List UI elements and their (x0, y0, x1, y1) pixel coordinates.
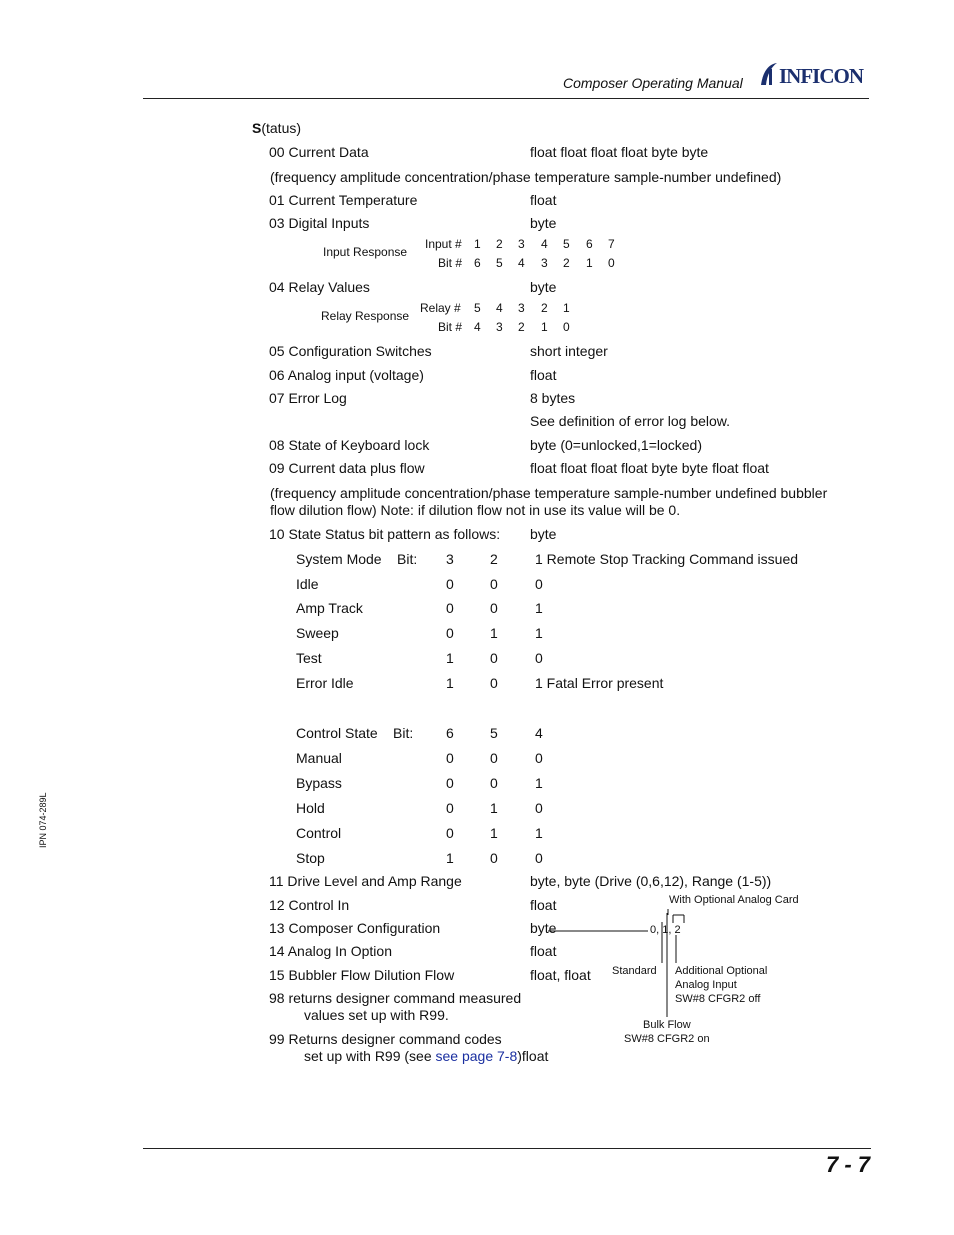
relay-bit-cell: 4 (474, 320, 481, 334)
row-12-label: 12 Control In (269, 897, 350, 913)
system-mode-bit3-value: 0 (446, 625, 454, 641)
relay-bit-cell: 0 (563, 320, 570, 334)
additional-optional-label-2: Analog Input (675, 979, 737, 991)
row-11-value: byte, byte (Drive (0,6,12), Range (1-5)) (530, 873, 772, 889)
input-number-cell: 5 (563, 237, 570, 251)
input-bit-cell: 2 (563, 256, 570, 270)
row-12-value: float (530, 897, 557, 913)
row-14-value: float (530, 943, 557, 959)
system-mode-bit3-value: 1 (446, 675, 454, 691)
system-mode-bit3-value: 0 (446, 576, 454, 592)
control-state-bit4-value: 0 (535, 750, 543, 766)
system-mode-bit1-value: 1 (535, 625, 543, 641)
relay-bit-cell: 1 (541, 320, 548, 334)
control-state-bit6-value: 0 (446, 775, 454, 791)
control-state-bit6: 6 (446, 725, 454, 741)
control-state-name: Hold (296, 800, 325, 816)
input-number-cell: 4 (541, 237, 548, 251)
input-bit-cell: 5 (496, 256, 503, 270)
system-mode-bit3: 3 (446, 551, 454, 567)
control-state-bit5-value: 1 (490, 800, 498, 816)
row-04-value: byte (530, 279, 557, 295)
row-09-note-1: (frequency amplitude concentration/phase temperature sample-number undefined bubbler (270, 485, 828, 501)
row-07-value2: See definition of error log below. (530, 413, 731, 429)
relay-number-cell: 2 (541, 301, 548, 315)
control-state-bit6-value: 0 (446, 825, 454, 841)
system-mode-bit3-value: 0 (446, 600, 454, 616)
additional-optional-label-1: Additional Optional (675, 965, 768, 977)
input-row-label: Input # (425, 237, 462, 251)
control-state-bit5: 5 (490, 725, 498, 741)
relay-bit-cell: 2 (518, 320, 525, 334)
row-11-label: 11 Drive Level and Amp Range (269, 873, 462, 889)
row-03-label: 03 Digital Inputs (269, 215, 370, 231)
row-05-label: 05 Configuration Switches (269, 343, 432, 359)
relay-bit-label: Bit # (438, 320, 463, 334)
control-state-bit4-value: 1 (535, 825, 543, 841)
control-state-bit6-value: 0 (446, 800, 454, 816)
system-mode-bit1: 1 Remote Stop Tracking Command issued (535, 551, 799, 567)
control-state-header: Control State (296, 725, 378, 741)
system-mode-name: Test (296, 650, 322, 666)
row-15-label: 15 Bubbler Flow Dilution Flow (269, 967, 455, 983)
row-09-value: float float float float byte byte float float (530, 460, 769, 476)
system-mode-name: Amp Track (296, 600, 363, 616)
system-mode-bit1-value: 0 (535, 650, 543, 666)
system-mode-bit3-value: 1 (446, 650, 454, 666)
row-05-value: short integer (530, 343, 608, 359)
document-number: IPN 074-289L (38, 792, 48, 848)
header-title: Composer Operating Manual (563, 75, 743, 91)
input-number-cell: 2 (496, 237, 503, 251)
input-response-title: Input Response (323, 245, 408, 259)
row-00-label: 00 Current Data (269, 144, 369, 160)
relay-number-cell: 5 (474, 301, 481, 315)
config-values-label: 0, 1, 2 (650, 924, 681, 936)
row-03-value: byte (530, 215, 557, 231)
page-number: 7 - 7 (826, 1152, 871, 1177)
row-07-value: 8 bytes (530, 390, 576, 406)
row-10-label: 10 State Status bit pattern as follows: (269, 526, 501, 542)
control-state-bit6-value: 1 (446, 850, 454, 866)
row-10-value: byte (530, 526, 557, 542)
input-bit-cell: 4 (518, 256, 525, 270)
with-optional-analog-card-label: With Optional Analog Card (669, 894, 799, 906)
row-09-note-2: flow dilution flow) Note: if dilution flow not in use its value will be 0. (270, 502, 681, 518)
row-99-label-2: set up with R99 (see see page 7-8)float (304, 1048, 549, 1064)
system-mode-bit2-value: 0 (490, 650, 498, 666)
control-state-bit6-value: 0 (446, 750, 454, 766)
system-mode-bit2-value: 0 (490, 576, 498, 592)
row-99-label: 99 Returns designer command codes (269, 1031, 502, 1047)
input-number-cell: 1 (474, 237, 481, 251)
system-mode-bit1-value: 1 (535, 600, 543, 616)
system-mode-bit1-value: 0 (535, 576, 543, 592)
control-state-name: Stop (296, 850, 325, 866)
input-bit-cell: 6 (474, 256, 481, 270)
footer-rule (143, 1148, 871, 1149)
system-mode-bit-label: Bit: (397, 551, 418, 567)
relay-response-title: Relay Response (321, 309, 410, 323)
bulk-flow-label-1: Bulk Flow (643, 1019, 691, 1031)
section-title: S(tatus) (252, 120, 302, 136)
input-number-cell: 7 (608, 237, 615, 251)
control-state-bit4-value: 1 (535, 775, 543, 791)
row-98-label-2: values set up with R99. (304, 1007, 449, 1023)
system-mode-bit2: 2 (490, 551, 498, 567)
system-mode-bit2-value: 0 (490, 675, 498, 691)
control-state-name: Bypass (296, 775, 342, 791)
control-state-name: Manual (296, 750, 342, 766)
control-state-bit4-value: 0 (535, 850, 543, 866)
row-98-label: 98 returns designer command measured (269, 990, 522, 1006)
bulk-flow-label-2: SW#8 CFGR2 on (624, 1033, 710, 1045)
system-mode-name: Error Idle (296, 675, 354, 691)
relay-bit-cell: 3 (496, 320, 503, 334)
svg-text:INFICON: INFICON (779, 64, 864, 87)
system-mode-bit2-value: 1 (490, 625, 498, 641)
row-13-value: byte (530, 920, 557, 936)
input-bit-cell: 0 (608, 256, 615, 270)
system-mode-bit2-value: 0 (490, 600, 498, 616)
system-mode-header: System Mode (296, 551, 382, 567)
standard-label: Standard (612, 965, 657, 977)
relay-number-cell: 3 (518, 301, 525, 315)
control-state-name: Control (296, 825, 342, 841)
additional-optional-label-3: SW#8 CFGR2 off (675, 993, 761, 1005)
input-bit-cell: 3 (541, 256, 548, 270)
control-state-bit5-value: 1 (490, 825, 498, 841)
row-15-value: float, float (530, 967, 591, 983)
control-state-bit-label: Bit: (393, 725, 414, 741)
row-01-label: 01 Current Temperature (269, 192, 418, 208)
input-bit-label: Bit # (438, 256, 463, 270)
input-bit-cell: 1 (586, 256, 593, 270)
input-number-cell: 3 (518, 237, 525, 251)
input-number-cell: 6 (586, 237, 593, 251)
control-state-bit5-value: 0 (490, 750, 498, 766)
see-page-link[interactable]: see page 7-8 (435, 1048, 518, 1064)
row-00-value: float float float float byte byte (530, 144, 709, 160)
row-01-value: float (530, 192, 557, 208)
row-14-label: 14 Analog In Option (269, 943, 392, 959)
row-08-value: byte (0=unlocked,1=locked) (530, 437, 702, 453)
system-mode-name: Sweep (296, 625, 339, 641)
system-mode-name: Idle (296, 576, 319, 592)
row-08-label: 08 State of Keyboard lock (269, 437, 430, 453)
row-04-label: 04 Relay Values (269, 279, 370, 295)
row-09-label: 09 Current data plus flow (269, 460, 425, 476)
control-state-bit4-value: 0 (535, 800, 543, 816)
row-13-label: 13 Composer Configuration (269, 920, 441, 936)
relay-number-cell: 4 (496, 301, 503, 315)
row-06-label: 06 Analog input (voltage) (269, 367, 424, 383)
control-state-bit4: 4 (535, 725, 543, 741)
row-00-note: (frequency amplitude concentration/phase temperature sample-number undefined) (270, 169, 782, 185)
control-state-bit5-value: 0 (490, 775, 498, 791)
relay-row-label: Relay # (420, 301, 461, 315)
row-06-value: float (530, 367, 557, 383)
row-07-label: 07 Error Log (269, 390, 347, 406)
system-mode-bit1-value: 1 Fatal Error present (535, 675, 664, 691)
control-state-bit5-value: 0 (490, 850, 498, 866)
relay-number-cell: 1 (563, 301, 570, 315)
